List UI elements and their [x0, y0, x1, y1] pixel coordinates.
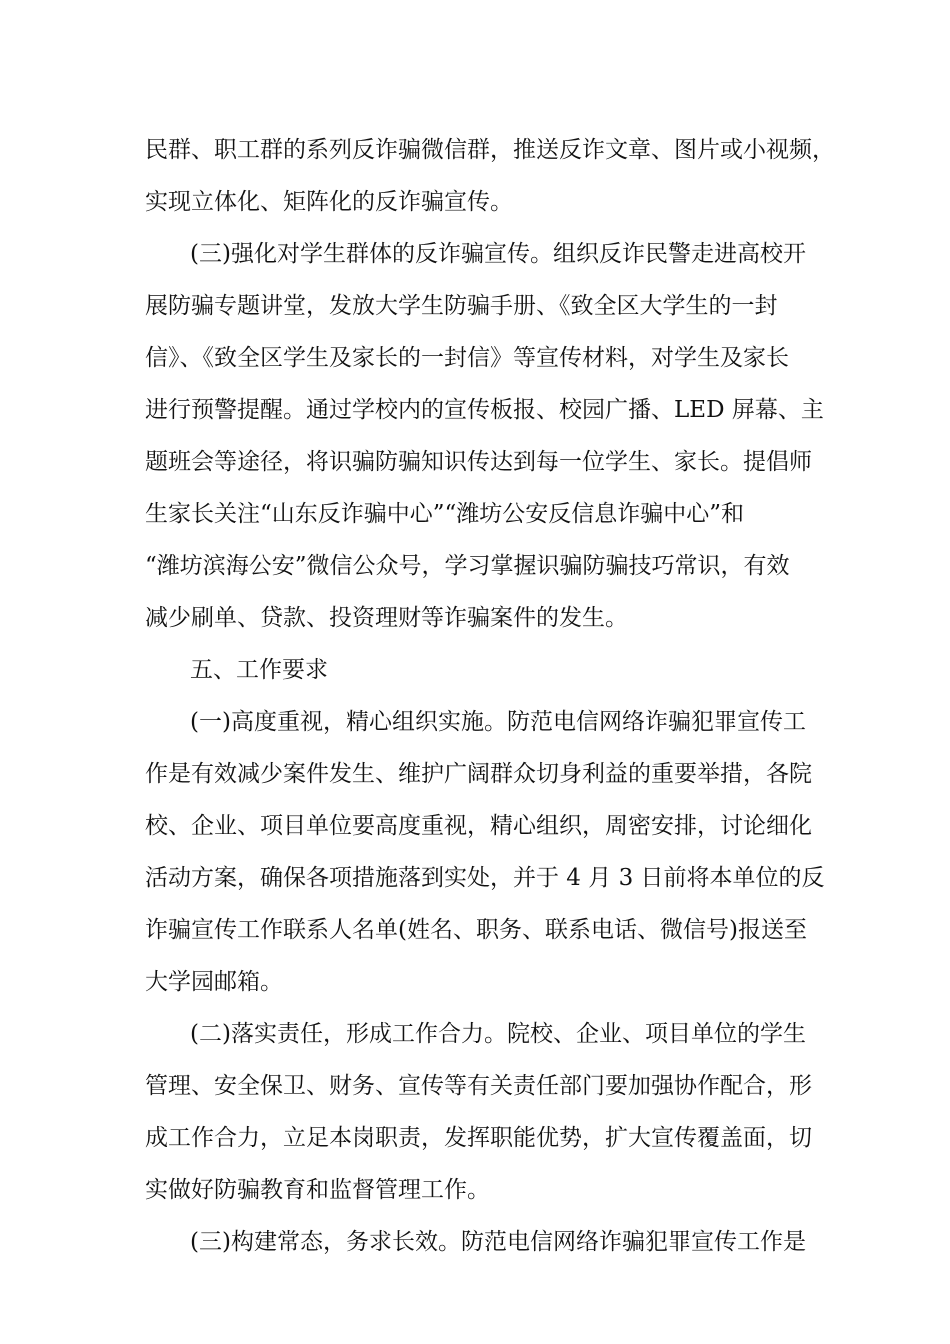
body-text-line: 管理、安全保卫、财务、宣传等有关责任部门要加强协作配合，形: [145, 1073, 812, 1099]
body-text-line: 实做好防骗教育和监督管理工作。: [145, 1177, 490, 1203]
body-text-line: 成工作合力，立足本岗职责，发挥职能优势，扩大宣传覆盖面，切: [145, 1125, 812, 1151]
body-text-line: 诈骗宣传工作联系人名单(姓名、职务、联系电话、微信号)报送至: [145, 917, 807, 943]
section-heading-line: (三)强化对学生群体的反诈骗宣传。组织反诈民警走进高校开: [190, 241, 806, 267]
body-text-line: 题班会等途径，将识骗防骗知识传达到每一位学生、家长。提倡师: [145, 449, 812, 475]
body-text-line: 大学园邮箱。: [145, 969, 283, 995]
body-text-line: 校、企业、项目单位要高度重视，精心组织，周密安排，讨论细化: [145, 813, 812, 839]
body-text-line: 生家长关注“山东反诈骗中心”“潍坊公安反信息诈骗中心”和: [145, 501, 745, 527]
section-heading-line: (二)落实责任，形成工作合力。院校、企业、项目单位的学生: [190, 1021, 806, 1047]
body-text-line: 活动方案，确保各项措施落到实处，并于 4 月 3 日前将本单位的反: [145, 865, 825, 891]
body-text-line: 信》、《致全区学生及家长的一封信》等宣传材料，对学生及家长: [145, 345, 789, 371]
section-heading-line: (一)高度重视，精心组织实施。防范电信网络诈骗犯罪宣传工: [190, 709, 806, 735]
body-text-line: 减少刷单、贷款、投资理财等诈骗案件的发生。: [145, 605, 628, 631]
section-title: 五、工作要求: [190, 657, 328, 683]
body-text-line: 进行预警提醒。通过学校内的宣传板报、校园广播、LED 屏幕、主: [145, 397, 824, 423]
body-text-line: 民群、职工群的系列反诈骗微信群，推送反诈文章、图片或小视频，: [145, 137, 835, 163]
body-text-line: “潍坊滨海公安”微信公众号，学习掌握识骗防骗技巧常识，有效: [145, 553, 790, 579]
body-text-line: 实现立体化、矩阵化的反诈骗宣传。: [145, 189, 513, 215]
section-heading-line: (三)构建常态，务求长效。防范电信网络诈骗犯罪宣传工作是: [190, 1229, 806, 1255]
body-text-line: 作是有效减少案件发生、维护广阔群众切身利益的重要举措，各院: [145, 761, 812, 787]
body-text-line: 展防骗专题讲堂，发放大学生防骗手册、《致全区大学生的一封: [145, 293, 778, 319]
